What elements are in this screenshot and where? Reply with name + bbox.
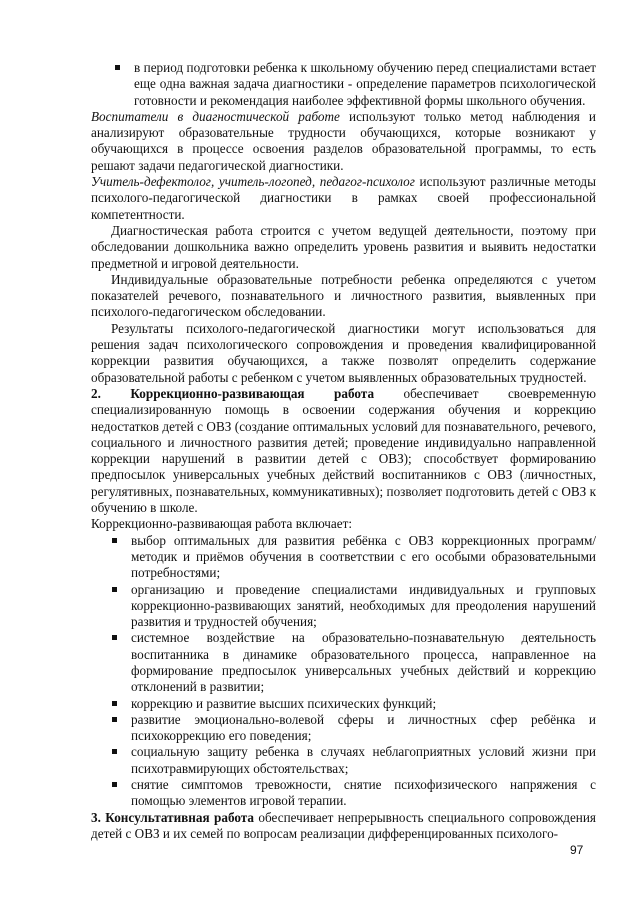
square-bullet-icon: [112, 701, 117, 706]
square-bullet-icon: [112, 717, 117, 722]
list-item: [91, 744, 596, 777]
list-item-text: системное воздействие на образовательно-познавательную деятельность воспитанника в динамике образовательного процесса, направленное на формирование предпосылок универсальных учебных действий и коррекцию отклонений в развитии;: [131, 630, 596, 695]
paragraph-educators: [91, 109, 596, 174]
specialists-rest: используют различные методы психолого-педагогической диагностики в рамках своей профессиональной компетентности.: [91, 174, 596, 222]
list-item: [91, 630, 596, 695]
intro-bullet-text: в период подготовки ребенка к школьному обучению перед специалистами встает еще одна важная задача диагностики - определение параметров психологической готовности и рекомендация наиболее эффективной формы школьного обучения.: [134, 60, 596, 108]
square-bullet-icon: [112, 635, 117, 640]
list-item: [91, 712, 596, 745]
square-bullet-icon: [115, 65, 120, 70]
paragraph-specialists: [91, 174, 596, 223]
section-2-word-provides: обеспечивает: [403, 385, 479, 401]
section-2-word-timely: своевременную: [507, 385, 596, 401]
list-item-text: организацию и проведение специалистами индивидуальных и групповых коррекционно-развивающих занятий, необходимых для преодоления нарушений развития и трудностей обучения;: [131, 581, 596, 630]
specialists-italic: Учитель-дефектолог, учитель-логопед, педагог-психолог: [91, 174, 415, 190]
paragraph-leading-activity: Диагностическая работа строится с учетом ведущей деятельности, поэтому при обследовании дошкольника важно определить уровень развития и выявить недостатки предметной и игровой деятельности.: [91, 222, 596, 271]
paragraph-results: Результаты психолого-педагогической диагностики могут использоваться для решения задач психологического сопровождения и проведения квалифицированной коррекции развития обучающихся, а также позволят определить содержание образовательной работы с ребенком с учетом выявленных образовательных трудностей.: [91, 320, 596, 385]
list-item: [91, 582, 596, 631]
list-item: [91, 777, 596, 810]
square-bullet-icon: [112, 587, 117, 592]
correction-bullet-list: [91, 533, 596, 810]
section-3-body: обеспечивает непрерывность специального сопровождения детей с ОВЗ и их семей по вопросам реализации дифференцированных психолого-: [91, 809, 596, 841]
educators-rest: используют только метод наблюдения и анализируют образовательные трудности обучающихся, которые возникают у обучающихся в процессе освоения разделов образовательной программы, то есть решают задачи педагогической диагностики.: [91, 108, 596, 173]
page-number: 97: [570, 843, 584, 857]
list-item: [91, 533, 596, 582]
section-3-title: 3. Консультативная работа: [91, 809, 255, 825]
section-2-number: 2.: [91, 385, 101, 401]
list-item-text: выбор оптимальных для развития ребёнка с ОВЗ коррекционных программ/ методик и приёмов обучения в соответствии с его особыми образовательными потребностями;: [131, 532, 596, 581]
list-item-text: развитие эмоционально-волевой сферы и личностных сфер ребёнка и психокоррекцию его поведения;: [131, 711, 596, 744]
list-item-text: коррекцию и развитие высших психических функций;: [131, 695, 437, 711]
list-item-text: социальную защиту ребенка в случаях неблагоприятных условий жизни при психотравмирующих обстоятельствах;: [131, 744, 596, 776]
square-bullet-icon: [112, 538, 117, 543]
square-bullet-icon: [112, 749, 117, 754]
list-item-text: снятие симптомов тревожности, снятие психофизического напряжения с помощью элементов игровой терапии.: [131, 777, 596, 809]
includes-label: Коррекционно-развивающая работа включает:: [91, 516, 353, 532]
section-2-body: специализированную помощь в освоении содержания обучения и коррекцию недостатков детей с ОВЗ (создание оптимальных условий для познавательного, речевого, социального и личностного развития детей; проведение индивидуально направленной коррекции нарушений в развитии детей с ОВЗ); способствует формированию предпосылок универсальных учебных действий воспитанников с ОВЗ (личностных, регулятивных, познавательных, коммуникативных); позволяет подготовить детей с ОВЗ к обучению в школе.: [91, 402, 596, 516]
section-2-title-part1: Коррекционно-развивающая: [130, 385, 305, 401]
section-3: [91, 810, 596, 843]
list-item: [91, 696, 596, 712]
section-2-title-part2: работа: [334, 385, 375, 401]
text-column: [91, 60, 596, 842]
square-bullet-icon: [112, 782, 117, 787]
section-2-heading-line: [91, 386, 596, 402]
educators-italic: Воспитатели в диагностической работе: [91, 108, 340, 124]
paragraph-needs: Индивидуальные образовательные потребности ребенка определяются с учетом показателей речевого, познавательного и личностного развития, выявленных при психолого-педагогическом обследовании.: [91, 271, 596, 320]
section-2: [91, 386, 596, 516]
intro-bullet-item: [91, 60, 596, 109]
